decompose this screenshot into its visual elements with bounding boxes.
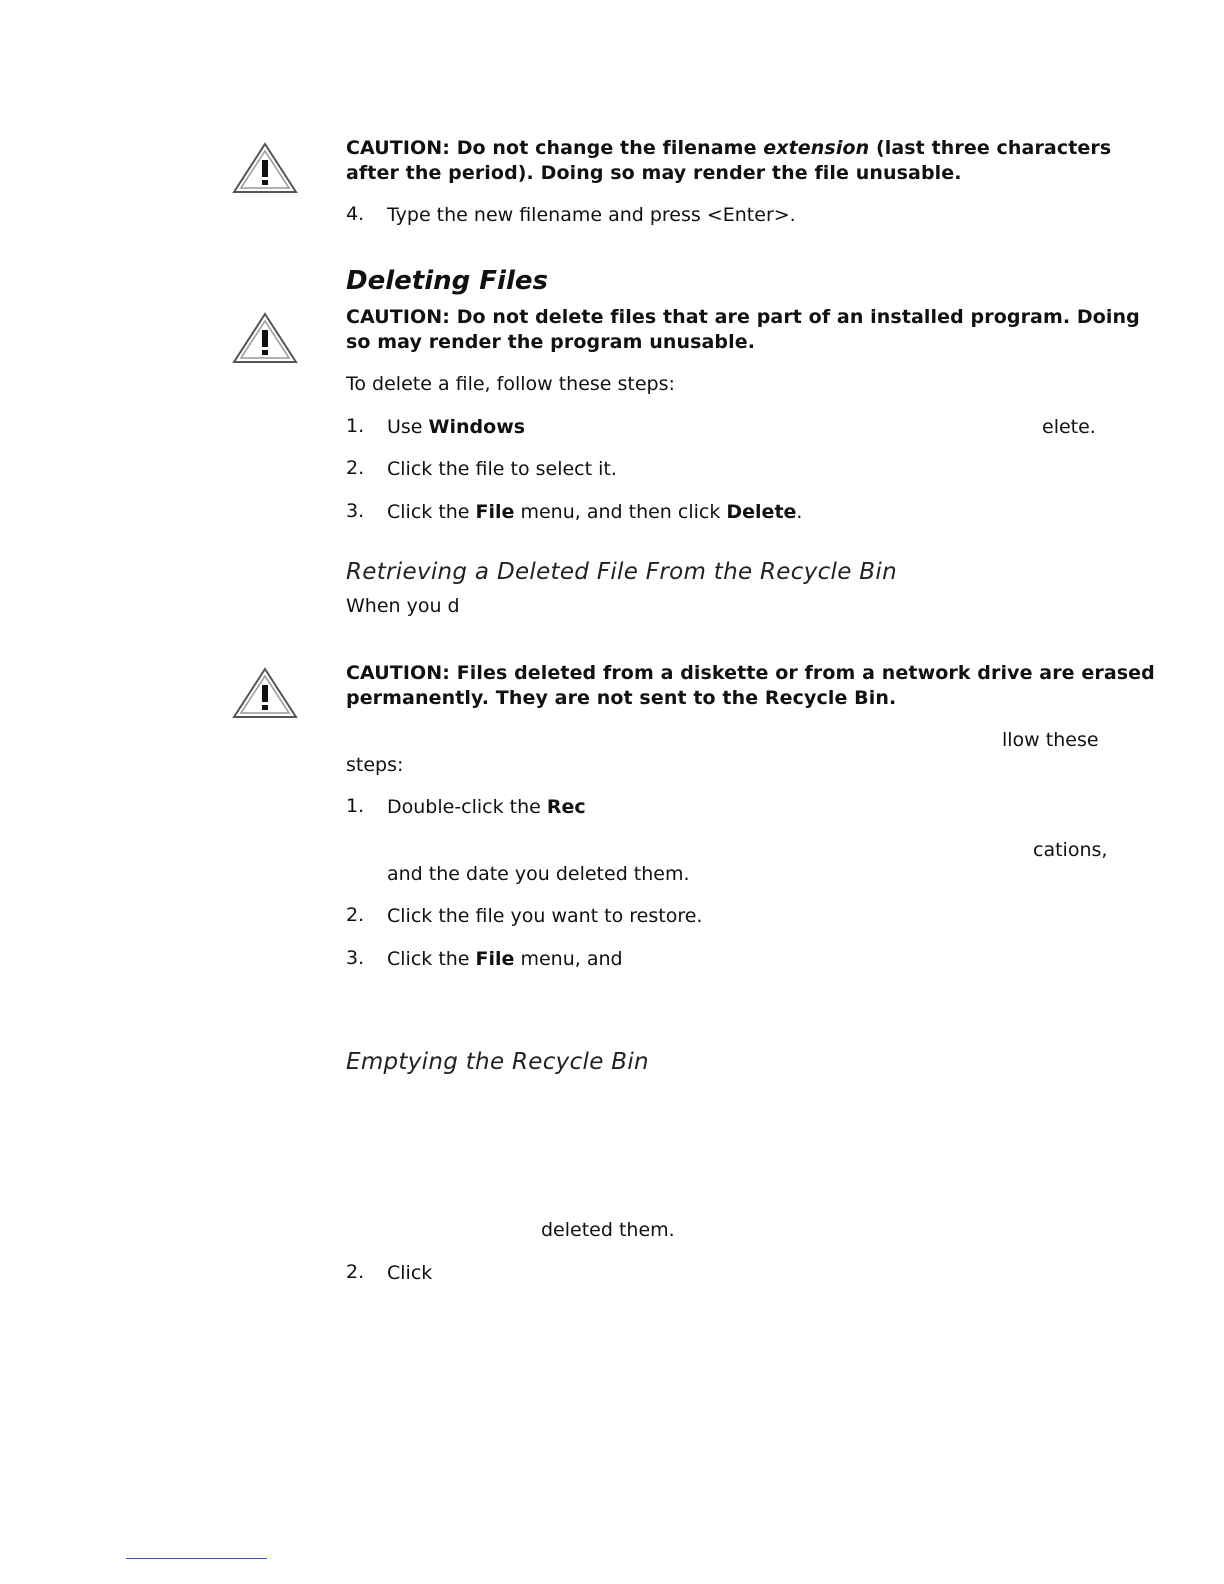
step-text-post: menu, and xyxy=(514,948,623,970)
body-text-fragment: When you d xyxy=(346,595,460,617)
step-text xyxy=(387,415,525,440)
step-text-bold: File xyxy=(475,948,515,970)
step-number: 1. xyxy=(346,795,365,817)
step-text-pre: Double-click the xyxy=(387,796,547,818)
step-text: Type the new filename and press <Enter>. xyxy=(387,204,796,226)
step-number: 1. xyxy=(346,415,365,437)
body-text-fragment: deleted them. xyxy=(541,1219,675,1241)
step-text-mid: menu, and then click xyxy=(514,501,727,523)
caution-rest: (last three characters xyxy=(869,137,1112,159)
footer-rule xyxy=(126,1558,267,1559)
step-text-bold-delete: Delete xyxy=(726,501,797,523)
step-text-pre: Use xyxy=(387,416,429,438)
caution-text-line2: after the period). Doing so may render the file unusable. xyxy=(346,162,962,184)
step-number: 2. xyxy=(346,1261,365,1283)
caution-text: CAUTION: Do not delete files that are part of an installed program. Doing xyxy=(346,306,1140,328)
step-text: Click the file you want to restore. xyxy=(387,905,703,927)
intro-text: To delete a file, follow these steps: xyxy=(346,373,675,395)
step-text-bold-file: File xyxy=(475,501,515,523)
caution-icon xyxy=(232,142,298,194)
step-text-post: . xyxy=(796,501,803,523)
step-number: 4. xyxy=(346,203,365,225)
step-number: 2. xyxy=(346,904,365,926)
caution-text: CAUTION: Files deleted from a diskette or from a network drive are erased xyxy=(346,662,1155,684)
step-text: and the date you deleted them. xyxy=(387,863,690,885)
step-text xyxy=(387,500,802,525)
step-number: 2. xyxy=(346,457,365,479)
caution-text xyxy=(346,136,1111,161)
body-text-fragment: llow these xyxy=(1002,729,1099,751)
caution-lead: CAUTION: Do not change the filename xyxy=(346,137,764,159)
step-number: 3. xyxy=(346,500,365,522)
body-text: steps: xyxy=(346,754,404,776)
step-text: Click xyxy=(387,1262,433,1284)
caution-emphasis: extension xyxy=(763,137,870,159)
caution-icon xyxy=(232,312,298,364)
section-heading-deleting-files: Deleting Files xyxy=(346,266,548,296)
step-text: Click the file to select it. xyxy=(387,458,617,480)
step-text-pre: Click the xyxy=(387,501,476,523)
caution-text-line2: permanently. They are not sent to the Recycle Bin. xyxy=(346,687,897,709)
step-text-pre: Click the xyxy=(387,948,476,970)
caution-icon xyxy=(232,667,298,719)
subsection-heading-retrieving: Retrieving a Deleted File From the Recycle Bin xyxy=(346,559,897,585)
step-text xyxy=(387,795,586,820)
step-text-bold: Windows xyxy=(428,416,526,438)
step-text xyxy=(387,947,623,972)
step-text-bold: Rec xyxy=(546,796,586,818)
subsection-heading-emptying: Emptying the Recycle Bin xyxy=(346,1049,649,1075)
caution-text-line2: so may render the program unusable. xyxy=(346,331,756,353)
step-text-tail: cations, xyxy=(1033,839,1108,861)
step-number: 3. xyxy=(346,947,365,969)
step-text-tail: elete. xyxy=(1042,416,1096,438)
